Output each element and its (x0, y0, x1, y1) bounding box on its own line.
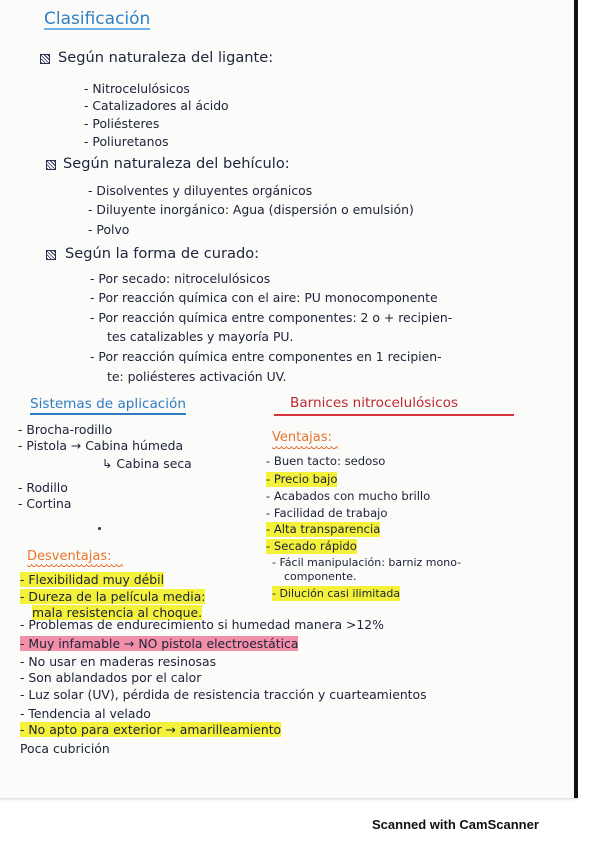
list-item: - Secado rápido (266, 539, 357, 553)
list-item: Poca cubrición (20, 741, 110, 756)
list-item: componente. (284, 570, 357, 583)
page-edge (574, 0, 578, 800)
wavy-underline (272, 446, 338, 450)
list-item: - Facilidad de trabajo (266, 506, 388, 520)
list-item: - Disolventes y diluyentes orgánicos (88, 183, 313, 198)
ink-dot (98, 527, 101, 530)
sistemas-heading: Sistemas de aplicación (30, 397, 186, 415)
scanner-watermark: Scanned with CamScanner (372, 817, 539, 832)
page-title: Clasificación (44, 9, 151, 29)
list-item: - No apto para exterior → amarilleamiento (20, 722, 282, 737)
ventajas-label: Ventajas: (272, 430, 332, 445)
list-item: - Catalizadores al ácido (84, 98, 229, 113)
list-item: - Pistola → Cabina húmeda (18, 438, 184, 453)
list-item: - Nitrocelulósicos (84, 81, 190, 96)
list-item: - Dilución casi ilimitada (272, 587, 401, 600)
list-item: - Tendencia al velado (20, 706, 151, 721)
list-item: - Luz solar (UV), pérdida de resistencia tracción y cuarteamientos (20, 687, 427, 702)
list-item: - Dureza de la película media: (20, 589, 206, 604)
heading-underline (274, 414, 514, 416)
list-item: - Poliésteres (84, 116, 160, 131)
list-item: - Buen tacto: sedoso (266, 454, 386, 468)
list-item: - Problemas de endurecimiento si humedad manera >12% (20, 617, 384, 632)
desventajas-label: Desventajas: (27, 549, 112, 564)
page-bottom-edge (0, 798, 578, 801)
list-item: - Diluyente inorgánico: Agua (dispersión o emulsión) (88, 202, 414, 217)
list-item: - Poliuretanos (84, 134, 169, 149)
wavy-underline (27, 564, 123, 568)
list-item: - Muy infamable → NO pistola electroestática (20, 636, 299, 651)
barnices-heading: Barnices nitrocelulósicos (290, 395, 459, 411)
list-item: - Por reacción química con el aire: PU monocomponente (90, 290, 438, 305)
list-item: - Brocha-rodillo (18, 422, 113, 437)
list-item: - Fácil manipulación: barniz mono- (272, 556, 462, 569)
list-item: - Por reacción química entre componentes: 2 o + recipien- (90, 310, 453, 325)
list-item: - Alta transparencia (266, 522, 381, 536)
list-item: te: poliésteres activación UV. (107, 369, 287, 384)
square-bullet-icon (46, 250, 56, 260)
section3-heading: Según la forma de curado: (65, 245, 260, 262)
section1-heading: Según naturaleza del ligante: (58, 49, 274, 66)
list-item: mala resistencia al choque. (32, 605, 203, 620)
square-bullet-icon (46, 160, 56, 170)
list-item: - Precio bajo (266, 472, 338, 486)
list-item: - No usar en maderas resinosas (20, 654, 217, 669)
list-item: - Flexibilidad muy débil (20, 572, 165, 587)
list-item: - Son ablandados por el calor (20, 670, 202, 685)
list-item: tes catalizables y mayoría PU. (107, 329, 294, 344)
list-item: - Por secado: nitrocelulósicos (90, 271, 271, 286)
square-bullet-icon (40, 54, 50, 64)
list-item: - Acabados con mucho brillo (266, 489, 431, 503)
list-item: - Cortina (18, 496, 72, 511)
list-item: - Rodillo (18, 480, 68, 495)
list-item: ↳ Cabina seca (102, 456, 192, 471)
section2-heading: Según naturaleza del behículo: (63, 155, 290, 172)
list-item: - Polvo (88, 222, 130, 237)
list-item: - Por reacción química entre componentes en 1 recipien- (90, 349, 442, 364)
